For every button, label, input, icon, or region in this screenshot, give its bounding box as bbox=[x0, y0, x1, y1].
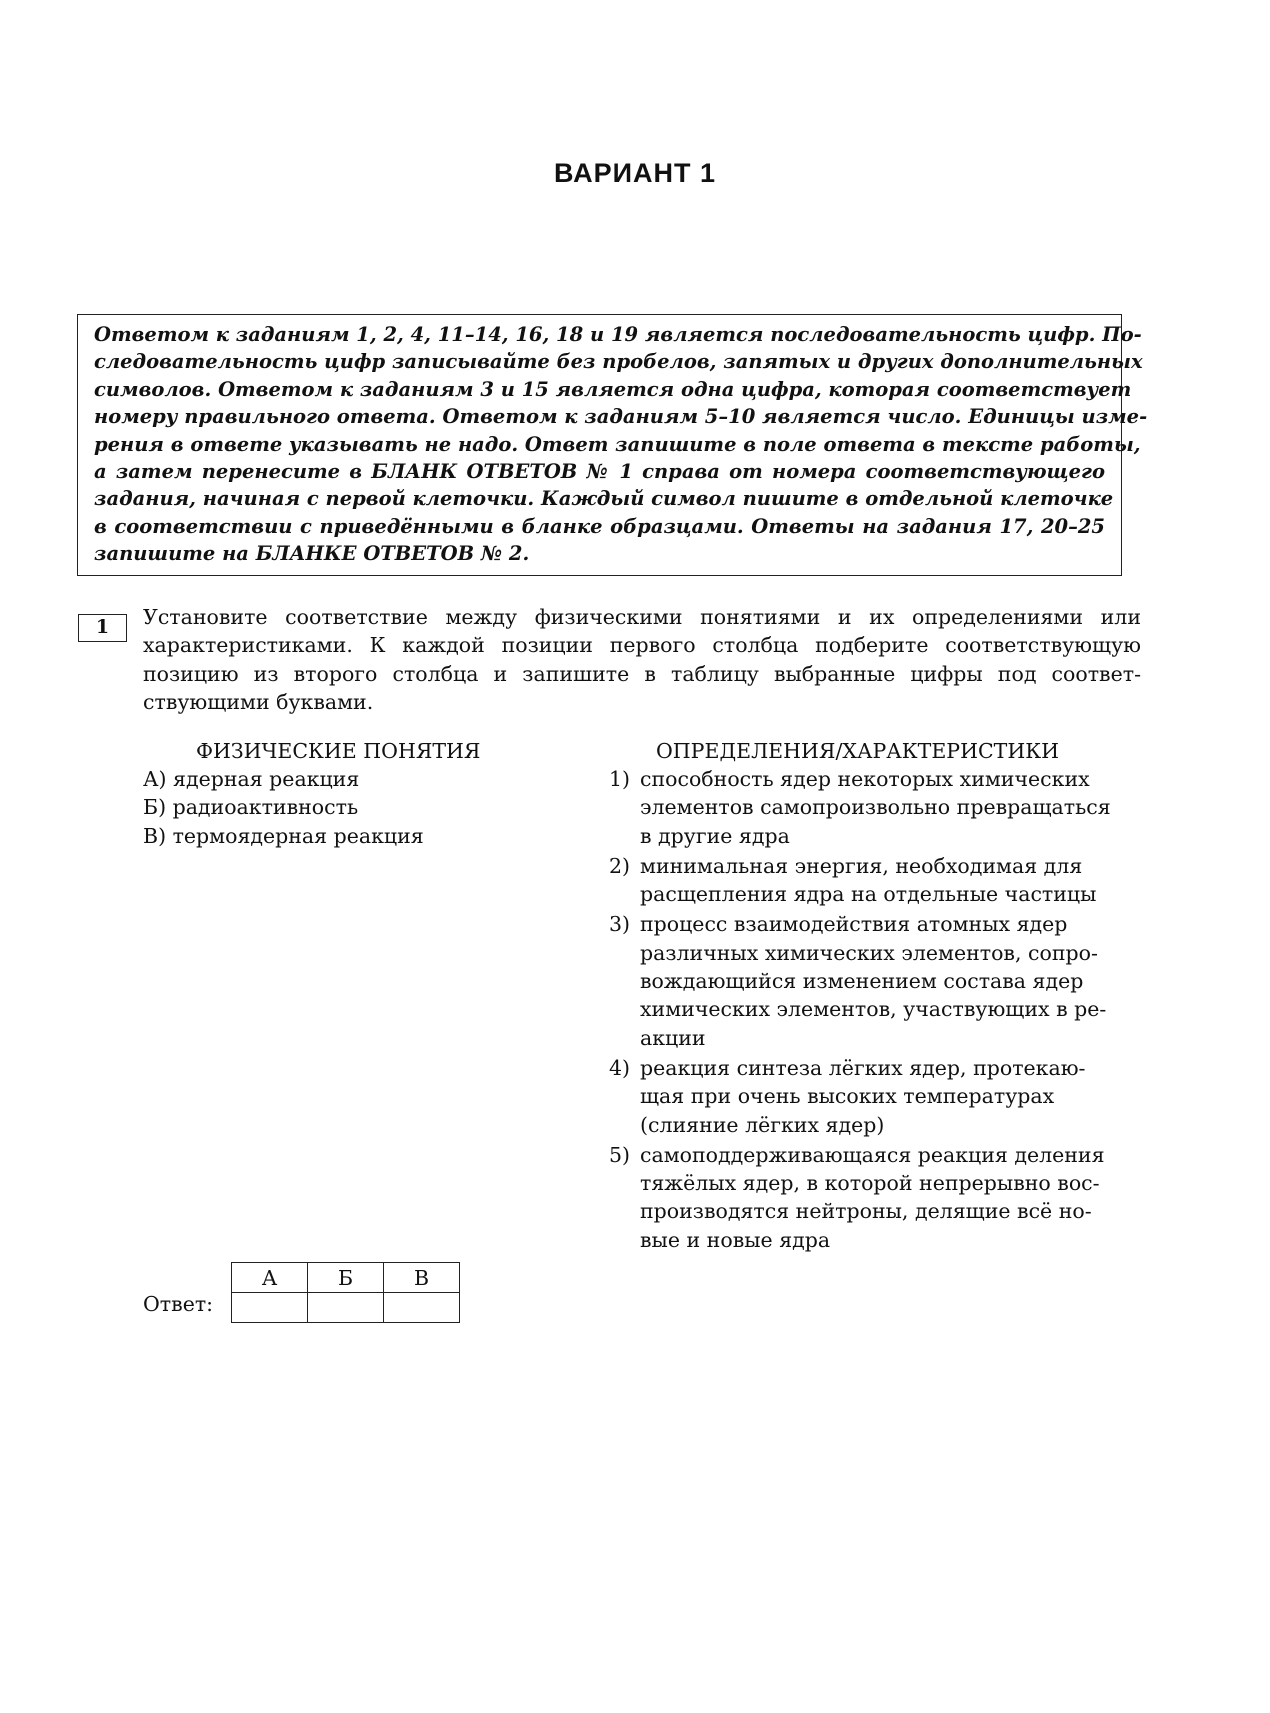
definition-line: реакция синтеза лёгких ядер, протекаю- bbox=[640, 1055, 1086, 1080]
answer-table bbox=[231, 1262, 460, 1323]
definition-item bbox=[609, 765, 1149, 850]
question-line: позицию из второго столбца и запишите в таблицу выбранные цифры под соответ- bbox=[143, 661, 1141, 686]
definition-line: вождающийся изменением состава ядер bbox=[640, 969, 1084, 994]
instructions-line: рения в ответе указывать не надо. Ответ запишите в поле ответа в тексте работы, bbox=[94, 432, 1141, 456]
question-line: ствующими буквами. bbox=[143, 689, 374, 714]
definition-number: 4) bbox=[609, 1055, 631, 1080]
definition-item bbox=[609, 910, 1149, 1051]
instructions-line: следовательность цифр записывайте без пробелов, запятых и других дополнительных bbox=[94, 350, 1143, 374]
concept-item: В) термоядерная реакция bbox=[143, 823, 424, 848]
answer-cell[interactable] bbox=[308, 1293, 384, 1323]
definition-number: 5) bbox=[609, 1142, 631, 1167]
left-column-header: ФИЗИЧЕСКИЕ ПОНЯТИЯ bbox=[196, 739, 481, 763]
definition-line: тяжёлых ядер, в которой непрерывно вос- bbox=[640, 1171, 1100, 1196]
answer-cell[interactable] bbox=[232, 1293, 308, 1323]
definition-item bbox=[609, 1141, 1149, 1254]
definition-number: 1) bbox=[609, 767, 631, 791]
definition-line: вые и новые ядра bbox=[640, 1227, 831, 1252]
instructions-line: запишите на БЛАНКЕ ОТВЕТОВ № 2. bbox=[94, 542, 530, 566]
definition-item bbox=[609, 852, 1149, 909]
definitions-list bbox=[609, 765, 1149, 1256]
question-text bbox=[143, 603, 1141, 716]
instructions-line: Ответом к заданиям 1, 2, 4, 11–14, 16, 18 и 19 является последовательность цифр. По- bbox=[94, 323, 1142, 346]
instructions-box bbox=[77, 314, 1148, 576]
definition-line: производятся нейтроны, делящие всё но- bbox=[640, 1199, 1092, 1224]
question-line: характеристиками. К каждой позиции первого столбца подберите соответствующую bbox=[143, 633, 1141, 658]
concept-item: Б) радиоактивность bbox=[143, 795, 359, 820]
instructions-line: задания, начиная с первой клеточки. Каждый символ пишите в отдельной клеточке bbox=[94, 487, 1114, 511]
definition-line: (слияние лёгких ядер) bbox=[640, 1112, 885, 1137]
definition-line: процесс взаимодействия атомных ядер bbox=[640, 912, 1068, 937]
question-number: 1 bbox=[78, 614, 127, 642]
instructions-line: а затем перенесите в БЛАНК ОТВЕТОВ № 1 справа от номера соответствующего bbox=[94, 460, 1105, 484]
answer-column-header: В bbox=[384, 1263, 460, 1293]
answer-column-header: А bbox=[232, 1263, 308, 1293]
answer-column-header: Б bbox=[308, 1263, 384, 1293]
definition-line: элементов самопроизвольно превращаться bbox=[640, 795, 1111, 820]
definition-line: минимальная энергия, необходимая для bbox=[640, 853, 1083, 878]
definition-line: щая при очень высоких температурах bbox=[640, 1084, 1055, 1109]
definition-line: химических элементов, участвующих в ре- bbox=[640, 997, 1107, 1022]
instructions-line: символов. Ответом к заданиям 3 и 15 является одна цифра, которая соответствует bbox=[94, 377, 1132, 401]
page-title: ВАРИАНТ 1 bbox=[553, 158, 717, 188]
definition-line: способность ядер некоторых химических bbox=[640, 767, 1090, 791]
definition-line: самоподдерживающаяся реакция деления bbox=[640, 1142, 1105, 1167]
definition-line: различных химических элементов, сопро- bbox=[640, 940, 1098, 965]
question-line: Установите соответствие между физическими понятиями и их определениями или bbox=[143, 605, 1141, 629]
definition-line: акции bbox=[640, 1025, 706, 1050]
definition-number: 2) bbox=[609, 853, 631, 878]
answer-label: Ответ: bbox=[143, 1292, 214, 1316]
concepts-list bbox=[143, 765, 424, 850]
instructions-line: в соответствии с приведёнными в бланке образцами. Ответы на задания 17, 20–25 bbox=[94, 514, 1105, 538]
instructions-line: номеру правильного ответа. Ответом к заданиям 5–10 является число. Единицы изме- bbox=[94, 405, 1148, 429]
answer-cell[interactable] bbox=[384, 1293, 460, 1323]
definition-number: 3) bbox=[609, 912, 631, 937]
definition-line: расщепления ядра на отдельные частицы bbox=[640, 882, 1097, 907]
right-column-header: ОПРЕДЕЛЕНИЯ/ХАРАКТЕРИСТИКИ bbox=[656, 739, 1059, 763]
definition-item bbox=[609, 1054, 1149, 1139]
concept-item: А) ядерная реакция bbox=[143, 767, 360, 791]
definition-line: в другие ядра bbox=[640, 823, 790, 848]
